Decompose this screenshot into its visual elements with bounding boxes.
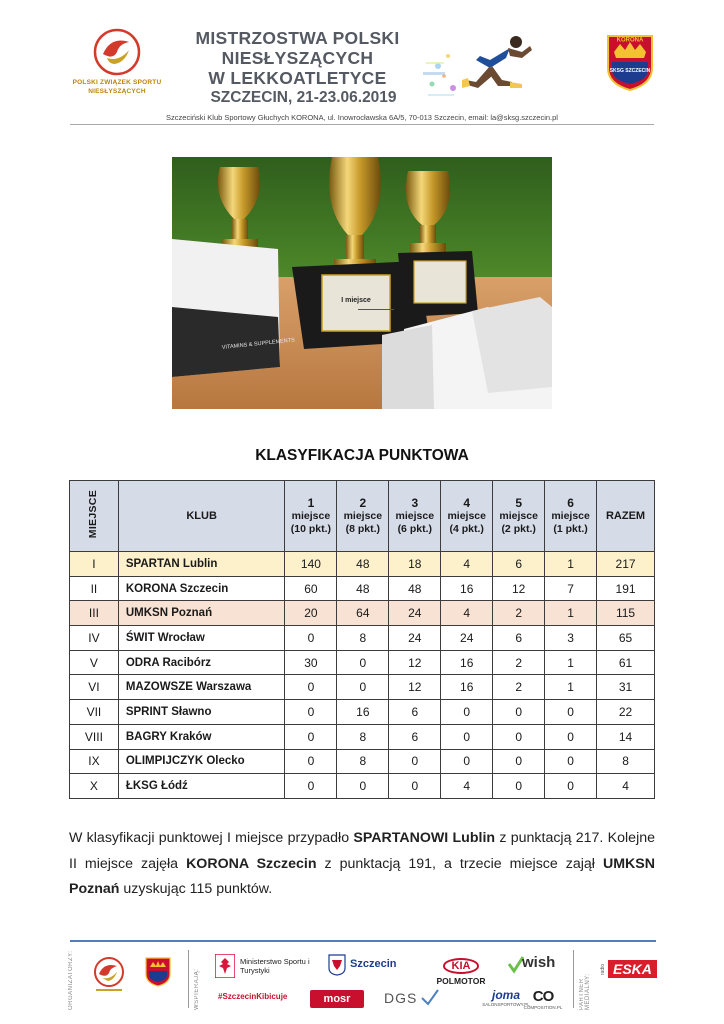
cell-total: 8 [597, 749, 655, 774]
pzss-logo [72, 28, 162, 108]
korona-logo [606, 32, 654, 92]
table-row [70, 576, 655, 601]
header-club: KLUB [118, 481, 285, 552]
mosr-logo: mosr [310, 990, 364, 1008]
table-row [70, 724, 655, 749]
cell-p5: 0 [493, 724, 545, 749]
cell-p4: 4 [441, 774, 493, 799]
summary-winner-1: SPARTANOWI Lublin [353, 830, 496, 846]
cell-p3: 18 [389, 552, 441, 577]
summary-winner-3: UMKSN Poznań [69, 855, 655, 897]
table-row [70, 700, 655, 725]
pzss-emblem-icon [93, 28, 141, 76]
header-place-2: 2 miejsce (8 pkt.) [337, 481, 389, 552]
ranking-table [69, 480, 655, 799]
cell-total: 217 [597, 552, 655, 577]
eska-logo [600, 960, 658, 982]
sponsors-footer [60, 948, 670, 1020]
cell-place: VIII [70, 724, 119, 749]
cell-place: III [70, 601, 119, 626]
cell-p4: 4 [441, 552, 493, 577]
cell-p5: 6 [493, 552, 545, 577]
summary-text-3: z punktacją 191, a trzecie miejsce zajął [316, 855, 603, 872]
wish-text: wish [522, 954, 556, 971]
header-total: RAZEM [597, 481, 655, 552]
ministry-text: Ministerstwo Sportu i Turystyki [240, 957, 310, 975]
eska-radio-text: radio [600, 964, 606, 976]
event-title-line3: W LEKKOATLETYCE [208, 68, 387, 88]
plaque-text: I miejsce [341, 297, 371, 304]
cell-p3: 0 [389, 749, 441, 774]
cell-p4: 16 [441, 650, 493, 675]
hashtag-text: #SzczecinKibicuje [218, 992, 288, 1001]
media-label: PARTNER MEDIALNY: [579, 973, 591, 1010]
cell-p4: 24 [441, 626, 493, 651]
summary-text-1: W klasyfikacji punktowej I miejsce przypadło [69, 830, 354, 846]
cell-p3: 6 [389, 700, 441, 725]
summary-text-2: z punktacją 217. Kolejne II miejsce zajęła [69, 830, 655, 872]
cell-total: 31 [597, 675, 655, 700]
cell-p2: 0 [337, 675, 389, 700]
cell-p1: 0 [285, 626, 337, 651]
composition-logo [520, 988, 566, 1010]
header-divider [70, 124, 654, 125]
cell-p6: 1 [545, 650, 597, 675]
table-row [70, 749, 655, 774]
header-place-3: 3 miejsce (6 pkt.) [389, 481, 441, 552]
table-row [70, 601, 655, 626]
wish-logo [508, 954, 566, 978]
cell-p1: 0 [285, 675, 337, 700]
kia-polmotor-logo [432, 956, 490, 986]
cell-total: 22 [597, 700, 655, 725]
cell-p3: 0 [389, 774, 441, 799]
organizers-label: ORGANIZATORZY: [68, 950, 74, 1010]
event-title-line1: MISTRZOSTWA POLSKI [195, 28, 400, 48]
cell-p2: 0 [337, 774, 389, 799]
section-title: KLASYFIKACJA PUNKTOWA [255, 447, 469, 464]
cell-club: ODRA Racibórz [118, 650, 285, 675]
cell-club: ŁKSG Łódź [118, 774, 285, 799]
table-row [70, 650, 655, 675]
header-place-6: 6 miejsce (1 pkt.) [545, 481, 597, 552]
cell-club: MAZOWSZE Warszawa [118, 675, 285, 700]
kia-text: KIA [443, 958, 480, 974]
footer-separator [188, 950, 189, 1008]
cell-p2: 0 [337, 650, 389, 675]
club-address: Szczeciński Klub Sportowy Głuchych KORONA, ul. Inowrocławska 6A/5, 70-013 Szczecin, email: la@sksg.szczecin.pl [166, 113, 558, 122]
cell-p4: 16 [441, 675, 493, 700]
pzss-logo-text: POLSKI ZWIĄZEK SPORTU NIESŁYSZĄCYCH [72, 79, 162, 95]
cell-p6: 0 [545, 724, 597, 749]
ministry-logo [215, 952, 310, 982]
cell-p1: 0 [285, 749, 337, 774]
cell-club: ŚWIT Wrocław [118, 626, 285, 651]
cell-p4: 0 [441, 724, 493, 749]
checkmark-icon [420, 988, 440, 1006]
cell-p6: 1 [545, 601, 597, 626]
korona-logo-subtext: SKSG SZCZECIN [609, 68, 651, 74]
page-header [0, 0, 724, 130]
table-row [70, 626, 655, 651]
cell-p6: 1 [545, 552, 597, 577]
table-row [70, 552, 655, 577]
co-text: CO [532, 988, 554, 1005]
cell-p1: 140 [285, 552, 337, 577]
cell-p1: 0 [285, 700, 337, 725]
korona-logo-text: KORONA [616, 37, 644, 44]
summary-text-4: uzyskując 115 punktów. [119, 881, 273, 897]
footer-divider [70, 940, 656, 942]
cell-p5: 0 [493, 700, 545, 725]
cell-place: IV [70, 626, 119, 651]
cell-club: BAGRY Kraków [118, 724, 285, 749]
cell-place: VI [70, 675, 119, 700]
cell-p5: 2 [493, 601, 545, 626]
cell-p5: 0 [493, 774, 545, 799]
cell-p4: 0 [441, 700, 493, 725]
cell-p5: 2 [493, 650, 545, 675]
polmotor-text: POLMOTOR [436, 976, 486, 986]
co-subtext: COMPOSITION.PL [523, 1005, 563, 1010]
cell-p5: 12 [493, 576, 545, 601]
cell-club: SPARTAN Lublin [118, 552, 285, 577]
joma-text: joma [491, 988, 520, 1002]
cell-total: 14 [597, 724, 655, 749]
cell-p3: 12 [389, 650, 441, 675]
table-header-row [70, 481, 655, 552]
cell-p5: 6 [493, 626, 545, 651]
cell-p4: 0 [441, 749, 493, 774]
cell-p2: 8 [337, 626, 389, 651]
cell-p3: 24 [389, 601, 441, 626]
korona-small-logo [145, 956, 171, 988]
cell-p2: 48 [337, 552, 389, 577]
cell-p6: 1 [545, 675, 597, 700]
cell-p2: 48 [337, 576, 389, 601]
cell-p3: 48 [389, 576, 441, 601]
cell-place: VII [70, 700, 119, 725]
cell-p6: 7 [545, 576, 597, 601]
cell-place: V [70, 650, 119, 675]
cell-p5: 2 [493, 675, 545, 700]
eska-text: ESKA [608, 960, 657, 978]
cell-club: OLIMPIJCZYK Olecko [118, 749, 285, 774]
table-row [70, 774, 655, 799]
cell-place: I [70, 552, 119, 577]
header-place: MIEJSCE [70, 481, 119, 552]
cell-p1: 20 [285, 601, 337, 626]
cell-total: 191 [597, 576, 655, 601]
eagle-emblem-icon [215, 954, 235, 978]
cell-p6: 3 [545, 626, 597, 651]
dgs-logo: DGS [384, 990, 418, 1006]
event-title-line2: NIESŁYSZĄCYCH [221, 48, 374, 68]
cell-p5: 0 [493, 749, 545, 774]
summary-paragraph [69, 826, 655, 903]
pzss-small-logo [92, 956, 126, 996]
cell-p4: 16 [441, 576, 493, 601]
cell-p3: 24 [389, 626, 441, 651]
runner-illustration-icon [418, 26, 538, 111]
cell-total: 115 [597, 601, 655, 626]
szczecin-logo [328, 954, 408, 978]
cell-p6: 0 [545, 749, 597, 774]
cell-place: II [70, 576, 119, 601]
cell-p6: 0 [545, 774, 597, 799]
cell-club: KORONA Szczecin [118, 576, 285, 601]
header-place-5: 5 miejsce (2 pkt.) [493, 481, 545, 552]
cell-p2: 64 [337, 601, 389, 626]
joma-subtext: SALONSPORTOWY.PL [482, 1002, 530, 1007]
cell-p4: 4 [441, 601, 493, 626]
support-label: WSPIERAJĄ: [194, 968, 200, 1010]
event-date: SZCZECIN, 21-23.06.2019 [210, 89, 397, 106]
summary-winner-2: KORONA Szczecin [186, 855, 317, 872]
event-title [190, 28, 405, 88]
cell-p2: 8 [337, 724, 389, 749]
header-place-1: 1 miejsce (10 pkt.) [285, 481, 337, 552]
cell-p1: 60 [285, 576, 337, 601]
cell-place: X [70, 774, 119, 799]
table-row [70, 675, 655, 700]
box-text: VITAMINS & SUPPLEMENTS [221, 337, 296, 351]
szczecin-emblem-icon [328, 954, 346, 976]
cell-p2: 16 [337, 700, 389, 725]
trophies-photo [172, 157, 552, 409]
cell-p1: 0 [285, 724, 337, 749]
cell-club: UMKSN Poznań [118, 601, 285, 626]
cell-total: 65 [597, 626, 655, 651]
cell-p1: 0 [285, 774, 337, 799]
cell-club: SPRINT Sławno [118, 700, 285, 725]
cell-p3: 6 [389, 724, 441, 749]
cell-total: 4 [597, 774, 655, 799]
cell-place: IX [70, 749, 119, 774]
cell-total: 61 [597, 650, 655, 675]
szczecin-text: Szczecin [350, 958, 397, 970]
cell-p2: 8 [337, 749, 389, 774]
footer-separator [573, 950, 574, 1008]
header-place-4: 4 miejsce (4 pkt.) [441, 481, 493, 552]
cell-p6: 0 [545, 700, 597, 725]
cell-p1: 30 [285, 650, 337, 675]
cell-p3: 12 [389, 675, 441, 700]
